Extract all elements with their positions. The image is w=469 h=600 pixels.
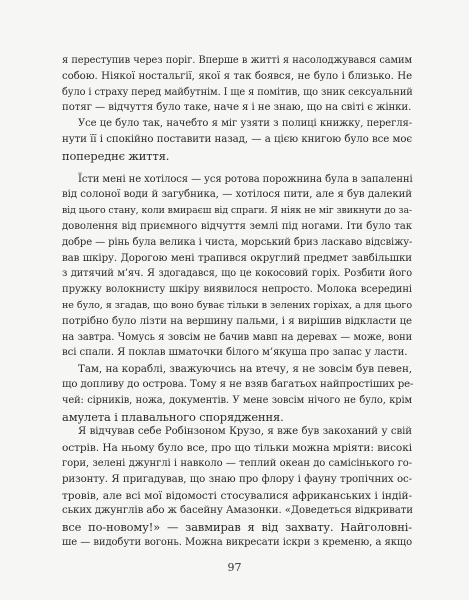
text-line: пружку волокнисту шкіру виявилося непросто. Молока всередині bbox=[62, 284, 412, 296]
text-line: потяг — відчуття було таке, наче я і не знаю, що на світі є жінки. bbox=[62, 102, 412, 114]
text-line: вав шкіру. Дорогою мені трапився округлий предмет завбільшки bbox=[62, 252, 412, 264]
text-line: Я відчував себе Робінзоном Крузо, я вже був закоханий у свій bbox=[78, 426, 412, 438]
text-line: тровів, але всі мої відомості стосувалися африканських і індій- bbox=[62, 489, 412, 502]
text-line: ше — видобути вогонь. Можна викресати іскри з кременю, а якщо bbox=[62, 537, 412, 548]
text-line: все по-новому!» — завмирав я від захвату. Найголовні- bbox=[62, 520, 412, 535]
text-line: собою. Ніякої ностальгії, якої я так боявся, не було і близько. Не bbox=[62, 70, 412, 82]
text-line: що допливу до острова. Тому я не взяв багатьох найпростіших ре- bbox=[62, 379, 414, 390]
text-line: добре — рінь була велика і чиста, морський бриз ласкаво відсвіжу- bbox=[62, 236, 413, 248]
text-line: амулета і плавального спорядження. bbox=[62, 409, 284, 424]
text-line: Там, на кораблі, зважуючись на втечу, я не зовсім був певен, bbox=[78, 363, 412, 376]
text-line: нути її і спокійно поставити назад, — а цією книгою було все моє bbox=[62, 134, 412, 145]
text-line: ських джунглів або ж басейну Амазонки. «Доведеться відкривати bbox=[62, 505, 413, 517]
text-line: було і страху перед майбутнім. І ще я помітив, що зник сексуальний bbox=[62, 86, 413, 98]
page-number: 97 bbox=[227, 561, 242, 574]
text-line: я переступив через поріг. Вперше в житті я насолоджувався самим bbox=[62, 55, 412, 66]
text-line: ризонту. Я пригадував, що знаю про флору і фауну тропічних ос- bbox=[62, 473, 412, 485]
text-line: острів. На ньому було все, про що тільки можна мріяти: високі bbox=[62, 442, 412, 455]
text-line: не було, я згадав, що воно буває тільки в зелених горіхах, а для цього bbox=[62, 300, 412, 311]
text-line: всі спали. Я поклав шматочки білого м’якуша про запас у ласти. bbox=[62, 347, 408, 359]
text-line: від цього стану, коли вмираєш від спраги. Я ніяк не міг звикнути до за- bbox=[62, 205, 412, 217]
text-line: доволення від приємного відчуття землі під ногами. Іти було так bbox=[62, 221, 412, 232]
text-line: гори, зелені джунглі і навколо — теплий океан до самісінького го- bbox=[62, 458, 412, 469]
text-line: чей: сірників, ножа, документів. У мене зовсім нічого не було, крім bbox=[62, 394, 412, 406]
text-line: Їсти мені не хотілося — уся ротова порожнина була в запаленні bbox=[78, 173, 413, 185]
text-line: потрібно було лізти на вершину пальми, і я вирішив відкласти це bbox=[62, 315, 412, 327]
text-line: на завтра. Чомусь я зовсім не бачив мавп на деревах — може, вони bbox=[62, 331, 412, 343]
text-line: попереднє життя. bbox=[62, 148, 170, 163]
text-line: Усе це було так, начебто я міг узяти з полиці книжку, перегля- bbox=[78, 118, 412, 130]
text-line: з дитячий м’яч. Я здогадався, що це кокосовий горіх. Розбити його bbox=[62, 268, 412, 280]
text-line: від солоної води й загубника, — хотілося пити, але я був далекий bbox=[62, 189, 412, 201]
